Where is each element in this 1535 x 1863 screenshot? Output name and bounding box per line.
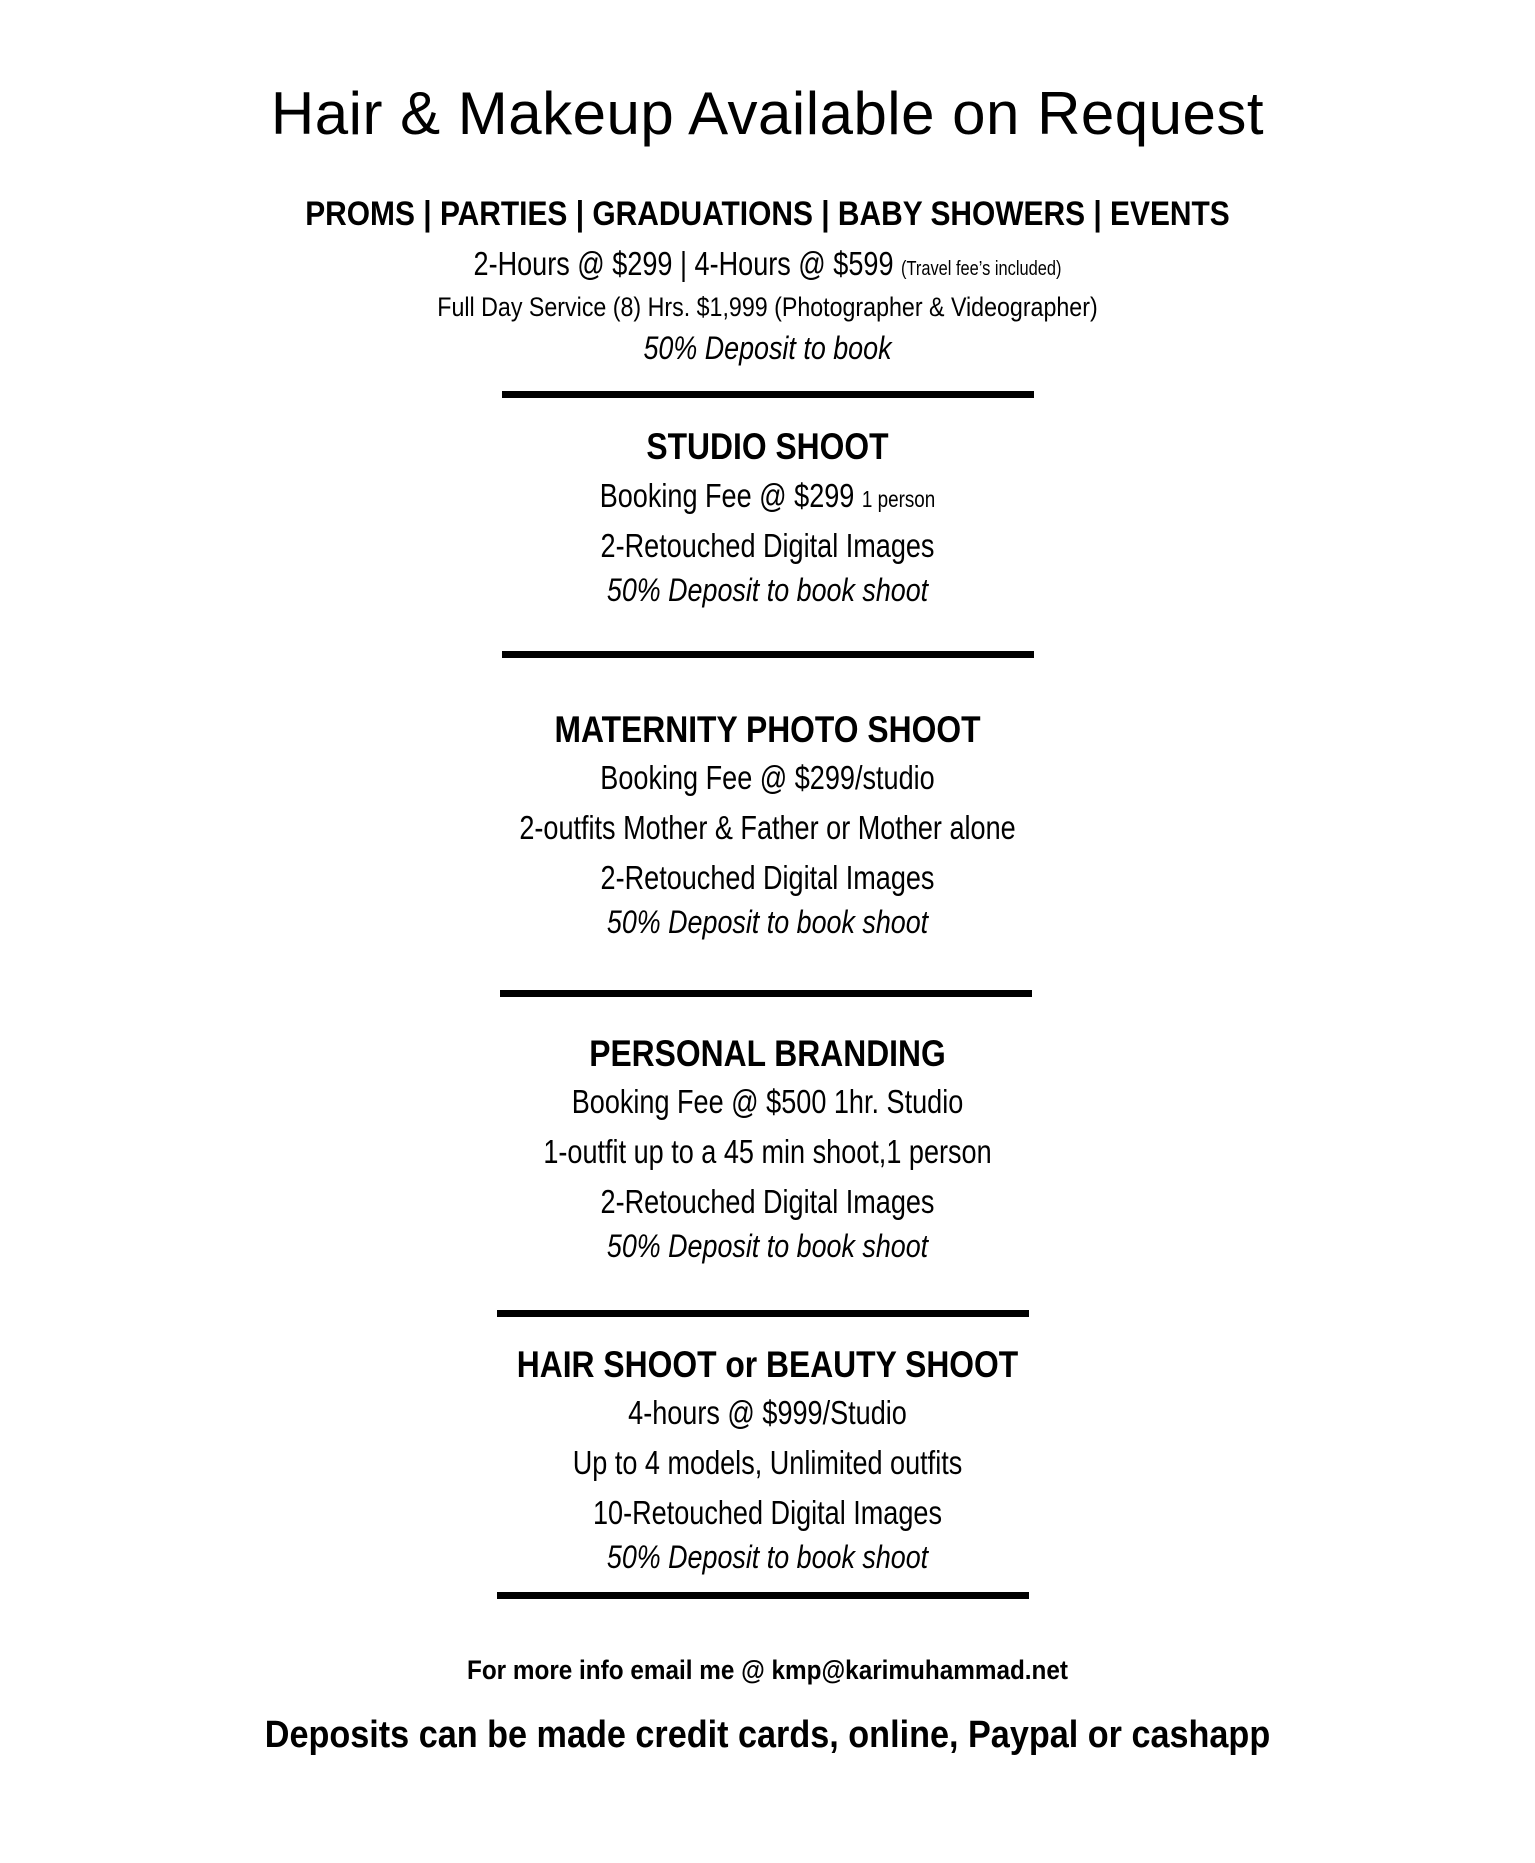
- beauty-shoot-heading: HAIR SHOOT or BEAUTY SHOOT: [516, 1344, 1019, 1385]
- hours-pricing: [138, 247, 1397, 280]
- full-day-service: Full Day Service (8) Hrs. $1,999 (Photographer & Videographer): [437, 292, 1098, 322]
- studio-images: 2-Retouched Digital Images: [600, 527, 935, 564]
- studio-booking-fee: [138, 479, 1397, 512]
- beauty-pricing: 4-hours @ $999/Studio: [628, 1394, 907, 1431]
- maternity-images: 2-Retouched Digital Images: [600, 859, 935, 896]
- studio-shoot-heading: STUDIO SHOOT: [646, 426, 889, 467]
- divider: [497, 1310, 1029, 1317]
- divider: [502, 651, 1034, 658]
- maternity-deposit-note: 50% Deposit to book shoot: [606, 904, 929, 940]
- beauty-models: Up to 4 models, Unlimited outfits: [572, 1444, 963, 1481]
- travel-fee-note: (Travel fee’s included): [901, 258, 1062, 280]
- maternity-heading: MATERNITY PHOTO SHOOT: [554, 709, 981, 750]
- branding-deposit-note: 50% Deposit to book shoot: [606, 1228, 929, 1264]
- divider: [502, 391, 1034, 398]
- studio-deposit-note: 50% Deposit to book shoot: [606, 572, 929, 608]
- event-categories: PROMS | PARTIES | GRADUATIONS | BABY SHOWERS | EVENTS: [305, 195, 1230, 233]
- branding-booking-fee: Booking Fee @ $500 1hr. Studio: [571, 1083, 964, 1120]
- maternity-booking-fee: Booking Fee @ $299/studio: [600, 759, 935, 796]
- studio-booking-fee-text: Booking Fee @ $299: [599, 477, 855, 514]
- header-deposit-note: 50% Deposit to book: [643, 330, 892, 366]
- divider: [497, 1592, 1029, 1599]
- personal-branding-heading: PERSONAL BRANDING: [589, 1033, 946, 1074]
- studio-person-note: 1 person: [861, 486, 936, 512]
- branding-images: 2-Retouched Digital Images: [600, 1183, 935, 1220]
- hours-pricing-text: 2-Hours @ $299 | 4-Hours @ $599: [473, 245, 894, 282]
- beauty-images: 10-Retouched Digital Images: [593, 1494, 942, 1531]
- deposit-methods-line: Deposits can be made credit cards, online, Paypal or cashapp: [264, 1714, 1271, 1756]
- page-title: Hair & Makeup Available on Request: [270, 80, 1265, 147]
- divider: [500, 990, 1032, 997]
- maternity-outfits: 2-outfits Mother & Father or Mother alone: [519, 809, 1016, 846]
- beauty-deposit-note: 50% Deposit to book shoot: [606, 1539, 929, 1575]
- branding-outfits: 1-outfit up to a 45 min shoot,1 person: [543, 1133, 992, 1170]
- contact-email-line: For more info email me @ kmp@karimuhammad.net: [466, 1655, 1069, 1685]
